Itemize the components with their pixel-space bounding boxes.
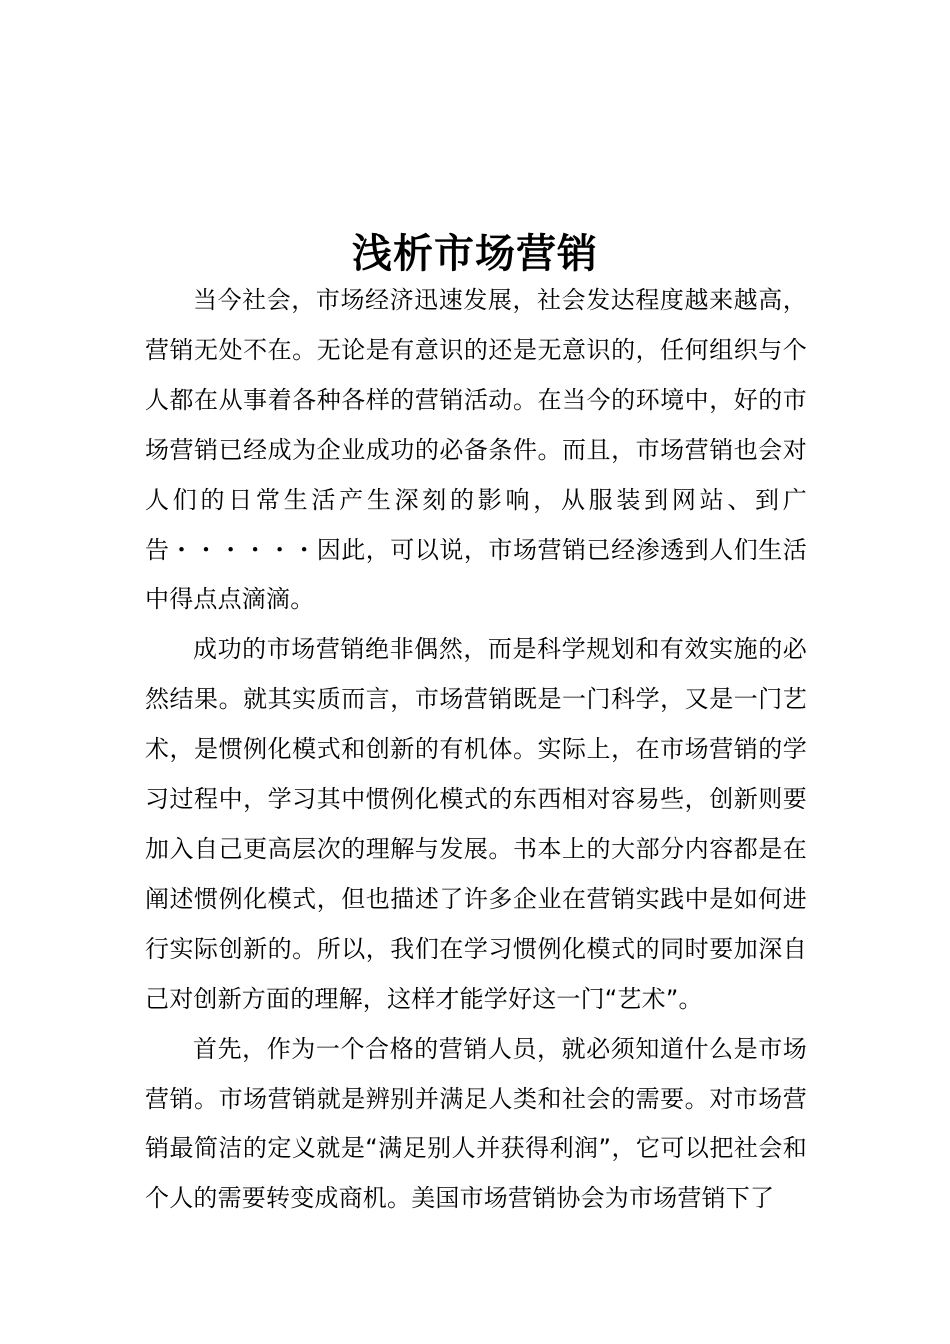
document-body xyxy=(145,276,807,1224)
paragraph-1: 当今社会，市场经济迅速发展，社会发达程度越来越高，营销无处不在。无论是有意识的还是无意识的，任何组织与个人都在从事着各种各样的营销活动。在当今的环境中，好的市场营销已经成为企业成功的必备条件。而且，市场营销也会对人们的日常生活产生深刻的影响，从服装到网站、到广告・・・・・・因此，可以说，市场营销已经渗透到人们生活中得点点滴滴。 xyxy=(145,286,807,614)
paragraph-2: 成功的市场营销绝非偶然，而是科学规划和有效实施的必然结果。就其实质而言，市场营销既是一门科学，又是一门艺术，是惯例化模式和创新的有机体。实际上，在市场营销的学习过程中，学习其中惯例化模式的东西相对容易些，创新则要加入自己更高层次的理解与发展。书本上的大部分内容都是在阐述惯例化模式，但也描述了许多企业在营销实践中是如何进行实际创新的。所以，我们在学习惯例化模式的同时要加深自己对创新方面的理解，这样才能学好这一门“艺术”。 xyxy=(145,635,807,1013)
paragraph-3: 首先，作为一个合格的营销人员，就必须知道什么是市场营销。市场营销就是辨别并满足人类和社会的需要。对市场营销最简洁的定义就是“满足别人并获得利润”，它可以把社会和个人的需要转变成商机。美国市场营销协会为市场营销下了 xyxy=(145,1034,807,1213)
document-title: 浅析市场营销 xyxy=(352,231,598,277)
